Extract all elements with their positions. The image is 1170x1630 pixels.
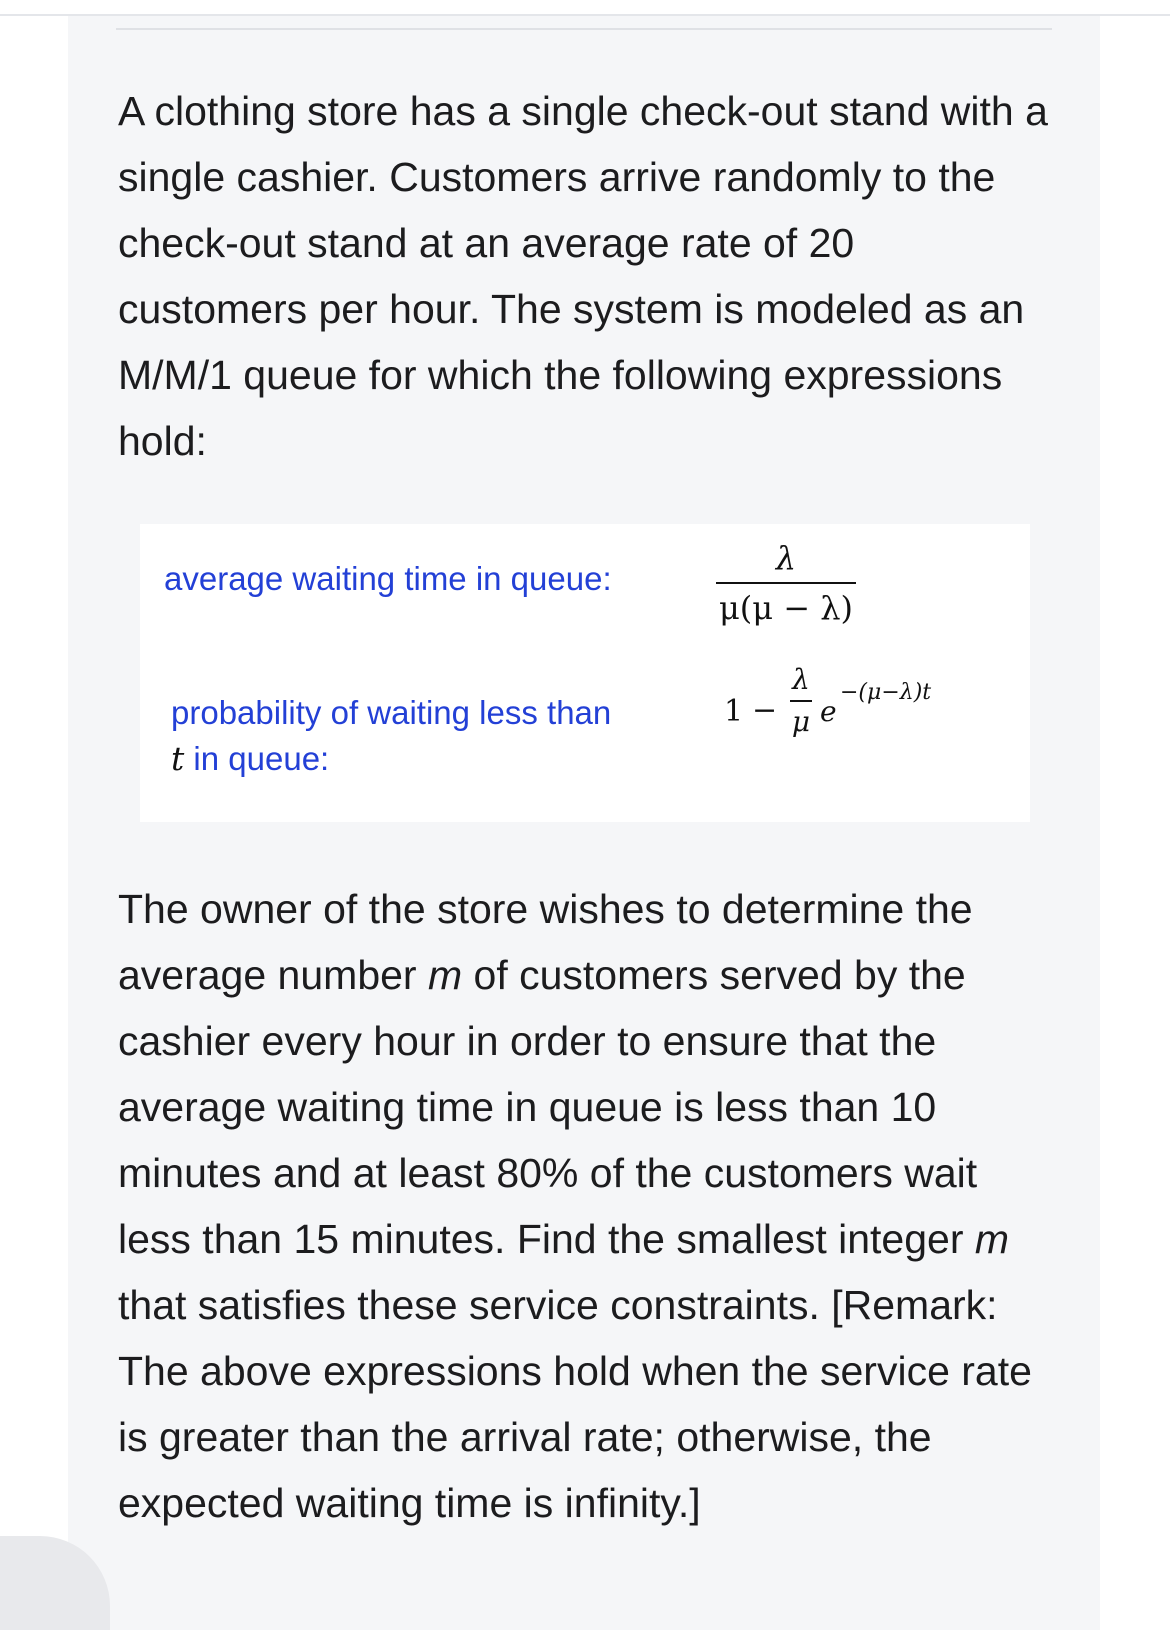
fraction-bar [790,700,812,702]
question-text-2: of customers served by the cashier every hour in order to ensure that the average waiting time in queue is less than 10 minutes and at least 80% of the customers wait less than 15 minutes. Find the smallest integer [118,952,978,1262]
avg-wait-denominator: μ(μ − λ) [719,589,853,627]
prob-wait-label [171,690,671,782]
question-var-m: m [974,1216,1010,1262]
prob-label-part2: in queue: [184,740,330,777]
question-text-3: that satisfies these service constraints. [Remark: The above expressions hold when the service rate is greater than the arrival rate; otherwise, the expected waiting time is infinity.] [118,1282,1032,1526]
prob-fraction [786,662,816,740]
avg-wait-numerator: λ [775,539,797,577]
avg-wait-label: average waiting time in queue: [164,560,612,597]
question-text-1: The owner of the store wishes to determine the average number [118,886,973,998]
prob-one: 1 [724,694,744,729]
prob-exp-base: e [820,695,837,728]
prob-exponent: −(μ−λ)t [840,680,932,705]
prob-label-var: t [171,739,185,778]
prob-frac-denominator: μ [791,705,811,738]
avg-wait-formula [716,538,856,628]
prob-wait-formula [724,662,1024,752]
question-var-m: m [427,952,463,998]
formula-box [140,524,1030,822]
problem-intro: A clothing store has a single check-out stand with a single cashier. Customers arrive randomly to the check-out stand at an average rate of 20 customers per hour. The system is modeled as an M/M/1 queue for which the following expressions hold: [118,88,1048,464]
prob-label-part1: probability of waiting less than [171,694,612,731]
card-divider [116,28,1052,30]
prob-frac-numerator: λ [792,663,810,696]
problem-card [68,16,1100,1630]
problem-question [118,876,1048,1536]
prob-minus: − [752,693,778,728]
fraction-bar [716,582,856,584]
